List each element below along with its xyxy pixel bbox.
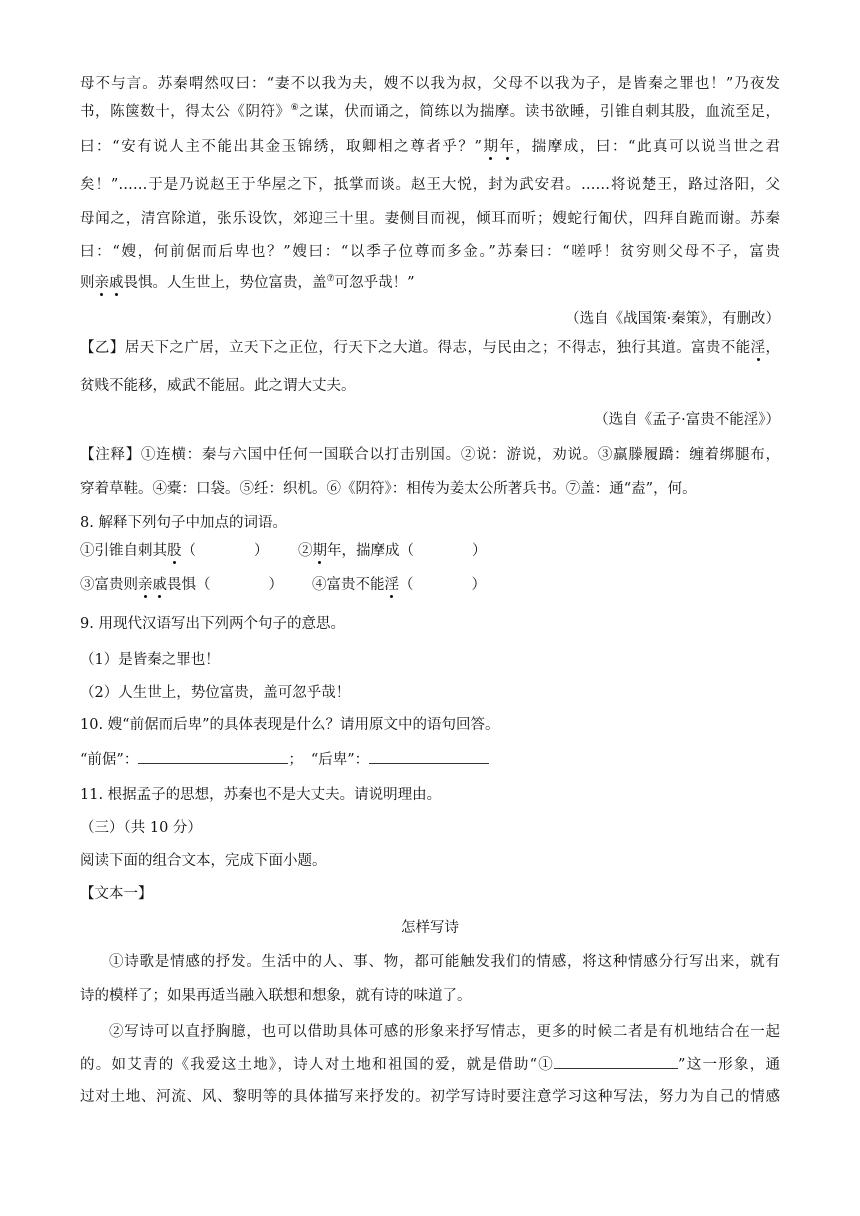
passage-jia-line-4 bbox=[80, 175, 780, 195]
q8-item-a bbox=[80, 541, 298, 561]
text: 母不与言。苏秦喟然叹曰：“妻不以我为夫，嫂不以我为叔，父母不以我为子，是皆秦之罪也！”乃夜发 bbox=[80, 76, 780, 92]
emphasis-dotted-char: 亲 bbox=[94, 275, 109, 291]
passage-jia-line-5 bbox=[80, 209, 780, 229]
q11-stem: 11. 根据孟子的思想，苏秦也不是大丈夫。请说明理由。 bbox=[80, 787, 442, 803]
passage-jia-line-7 bbox=[80, 273, 780, 293]
paragraph-2-line-1: ②写诗可以直抒胸臆，也可以借助具体可感的形象来抒写情志，更多的时候二者是有机地结合在一起 bbox=[109, 1024, 780, 1040]
passage-yi-line-1 bbox=[80, 338, 780, 358]
passage-jia-line-3 bbox=[80, 137, 780, 157]
q10-answer-line bbox=[80, 749, 780, 769]
passage-jia-line-1 bbox=[80, 74, 780, 94]
text: ”这一形象，通 bbox=[678, 1057, 780, 1073]
paragraph-2-line-3: 过对土地、河流、风、黎明等的具体描写来抒发的。初学写诗时要注意学习这种写法，努力为自己的情感 bbox=[80, 1089, 780, 1105]
answer-paren-b[interactable]: （ ） bbox=[399, 543, 487, 559]
houbei-label: “后卑”： bbox=[310, 752, 370, 768]
q10-stem: 10. 嫂“前倨而后卑”的具体表现是什么？请用原文中的语句回答。 bbox=[80, 717, 500, 733]
footnote-marker: ⑦ bbox=[326, 274, 335, 285]
paragraph-1-line-1: ①诗歌是情感的抒发。生活中的人、事、物，都可能触发我们的情感，将这种情感分行写出来，就有 bbox=[109, 954, 780, 970]
text: 之谋，伏而诵之，简练以为揣摩。读书欲睡，引锥自刺其股，血流至足， bbox=[299, 104, 781, 120]
emphasis-dotted-char: 年 bbox=[499, 139, 516, 155]
text: ② bbox=[298, 543, 313, 559]
emphasis-dotted-char: 戚 bbox=[152, 577, 167, 593]
passage-jia-line-6 bbox=[80, 242, 780, 262]
poem-image-blank[interactable] bbox=[554, 1054, 678, 1069]
article-title: 怎样写诗 bbox=[401, 920, 459, 936]
answer-paren-c[interactable]: （ ） bbox=[196, 577, 283, 593]
q8-stem: 8. 解释下列句子中加点的词语。 bbox=[80, 515, 287, 531]
passage-jia-source: （选自《战国策·秦策》，有删改） bbox=[565, 311, 780, 327]
section3-instruction: 阅读下面的组合文本，完成下面小题。 bbox=[80, 853, 327, 869]
answer-paren-d[interactable]: （ ） bbox=[399, 577, 486, 593]
section3-heading: （三）（共 10 分） bbox=[80, 820, 202, 836]
text: ④富贵不能 bbox=[312, 577, 385, 593]
notes-line-2: 穿着草鞋。④橐：口袋。⑤纴：织机。⑥《阴符》：相传为姜太公所著兵书。⑦盖：通“盍”，何。 bbox=[80, 481, 697, 497]
emphasis-dotted-char: 戚 bbox=[109, 275, 124, 291]
paragraph-2-line-2 bbox=[80, 1054, 780, 1074]
text: 【乙】居天下之广居，立天下之正位，行天下之大道。得志，与民由之；不得志，独行其道。富贵不能 bbox=[80, 340, 751, 356]
passage-yi-source: （选自《孟子·富贵不能淫》） bbox=[594, 412, 780, 428]
text: ①引锥自刺其 bbox=[80, 543, 167, 559]
text: ，揣摩成，曰：“此真可以说当世之君 bbox=[515, 139, 780, 155]
emphasis-dotted-char: 亲 bbox=[138, 577, 153, 593]
q8-item-b bbox=[298, 543, 487, 559]
q8-item-c bbox=[80, 575, 312, 595]
qianju-label: “前倨”： bbox=[80, 752, 139, 768]
qianju-blank[interactable] bbox=[138, 749, 288, 764]
emphasis-dotted-char: 期 bbox=[481, 139, 500, 155]
emphasis-dotted-char: 淫 bbox=[750, 340, 766, 356]
notes-line-1: 【注释】①连横：秦与六国中任何一国联合以打击别国。②说：游说，劝说。③羸滕履蹻：缠着绑腿布， bbox=[80, 447, 780, 463]
text: 则 bbox=[80, 275, 95, 291]
text: 书，陈箧数十，得太公《阴符》 bbox=[80, 104, 291, 120]
text: 畏惧 bbox=[167, 577, 196, 593]
text: 母闻之，清宫除道，张乐设饮，郊迎三十里。妻侧目而视，倾耳而听；嫂蛇行匍伏，四拜自跪而谢。苏秦 bbox=[80, 211, 780, 227]
text: ， bbox=[765, 340, 780, 356]
separator: ； bbox=[288, 752, 303, 768]
text: 的。如艾青的《我爱这土地》，诗人对土地和祖国的爱，就是借助“① bbox=[80, 1057, 555, 1073]
emphasis-dotted-char: 期 bbox=[312, 543, 327, 559]
text: 畏惧。人生世上，势位富贵，盖 bbox=[123, 275, 327, 291]
q8-row-2 bbox=[80, 575, 780, 595]
answer-paren-a[interactable]: （ ） bbox=[181, 543, 269, 559]
text: 可忽乎哉！” bbox=[334, 275, 415, 291]
q8-item-d bbox=[312, 577, 486, 593]
text: 曰：“嫂，何前倨而后卑也？”嫂曰：“以季子位尊而多金。”苏秦曰：“嗟呼！贫穷则父母不子，富贵 bbox=[80, 244, 780, 260]
paragraph-1-line-2: 诗的模样了；如果再适当融入联想和想象，就有诗的味道了。 bbox=[80, 988, 472, 1004]
text: 曰：“安有说人主不能出其金玉锦绣，取卿相之尊者乎？” bbox=[80, 139, 482, 155]
emphasis-dotted-char: 淫 bbox=[384, 577, 399, 593]
q9-sentence-1: （1）是皆秦之罪也！ bbox=[80, 652, 220, 668]
passage-yi-line-2: 贫贱不能移，威武不能屈。此之谓大丈夫。 bbox=[80, 378, 356, 394]
emphasis-dotted-char: 股 bbox=[167, 543, 182, 559]
text: 矣！”……于是乃说赵王于华屋之下，抵掌而谈。赵王大悦，封为武安君。……将说楚王，路过洛阳，父 bbox=[80, 177, 780, 193]
footnote-marker: ⑥ bbox=[290, 103, 300, 114]
text-one-label: 【文本一】 bbox=[80, 886, 153, 902]
q8-row-1 bbox=[80, 541, 780, 561]
passage-jia-line-2 bbox=[80, 102, 780, 122]
q9-stem: 9. 用现代汉语写出下列两个句子的意思。 bbox=[80, 616, 345, 632]
houbei-blank[interactable] bbox=[369, 749, 489, 764]
text: 年，揣摩成 bbox=[327, 543, 400, 559]
q9-sentence-2: （2）人生世上，势位富贵，盖可忽乎哉！ bbox=[80, 685, 351, 701]
text: ③富贵则 bbox=[80, 577, 138, 593]
